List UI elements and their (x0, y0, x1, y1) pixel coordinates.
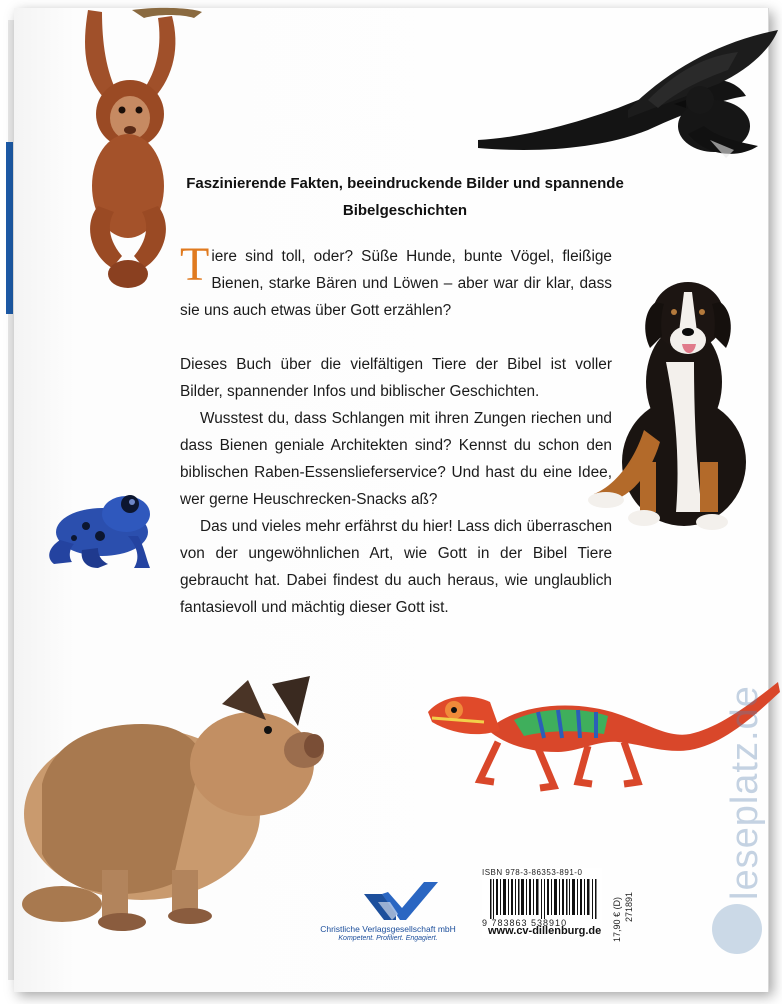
drop-cap: T (180, 238, 210, 291)
spine-accent (6, 142, 13, 314)
barcode-digits: 9 783863 538910 (482, 918, 568, 928)
raven-photo (478, 30, 780, 160)
publisher-url[interactable]: www.cv-dillenburg.de (488, 925, 602, 937)
paragraph-1: Dieses Buch über die vielfältigen Tiere der Bibel ist voller Bilder, spannender Infos und biblischer Geschichten. (180, 356, 612, 400)
dog-photo (584, 262, 754, 542)
paragraph-gap (180, 324, 612, 351)
frog-photo (42, 484, 160, 574)
publisher-logo (362, 880, 438, 924)
price: 17,90 € (D) (612, 896, 622, 942)
paragraph-2: Wusstest du, dass Schlangen mit ihren Zungen riechen und dass Bienen geniale Architekten sind? Kennst du schon den biblischen Raben-Essenslieferservice? Und hast du eine Idee, wer gerne Heuschrecken-Snacks aß? (180, 410, 612, 508)
blurb (180, 238, 612, 621)
intro-text: iere sind toll, oder? Süße Hunde, bunte Vögel, fleißige Bienen, starke Bären und Löwen – aber war dir klar, dass sie uns auch etwas über Gott erzählen? (180, 248, 612, 319)
cover-heading: Faszinierende Fakten, beeindruckende Bilder und spannende Bibelgeschichten (186, 175, 624, 219)
publisher-slogan: Kompetent. Profiliert. Engagiert. (338, 935, 438, 942)
watermark-book-icon (712, 904, 762, 954)
intro-paragraph (180, 238, 612, 324)
barcode (490, 879, 602, 919)
product-code: 271891 (624, 891, 634, 922)
paragraph-3: Das und vieles mehr erfährst du hier! Lass dich überraschen von der ungewöhnlichen Art, wie Gott in der Bibel Tiere gebraucht hat. Dabei findest du auch heraus, wie unglaublich fantasievoll und mächtig dieser Gott ist. (180, 518, 612, 616)
publisher-name: Christliche Verlagsgesellschaft mbH (320, 924, 456, 934)
watermark-text: leseplatz.de (724, 685, 766, 900)
isbn-number: ISBN 978-3-86353-891-0 (482, 868, 583, 877)
pig-photo (22, 664, 328, 934)
